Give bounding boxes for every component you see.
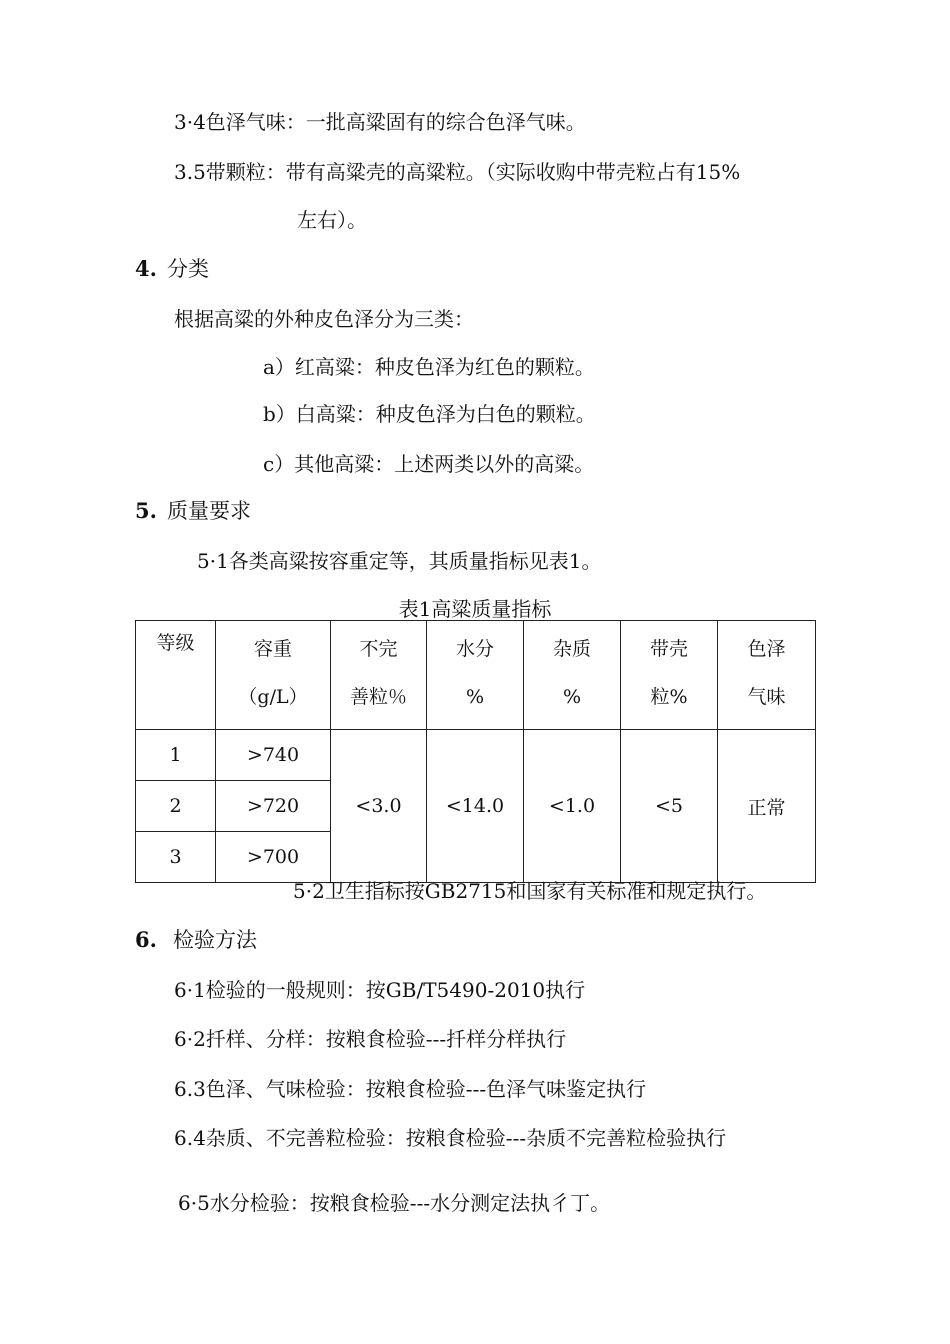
header-imperfect: 不完 善粒％ (331, 621, 427, 730)
classification-item-c: c）其他高粱：上述两类以外的高粱。 (263, 452, 595, 476)
method-item-6-1: 6·1检验的一般规则：按GB/T5490-2010执行 (174, 978, 586, 1002)
section-4-intro: 根据高粱的外种皮色泽分为三类： (174, 307, 474, 331)
quality-table (135, 620, 816, 883)
item-3-5: 3.5带颗粒：带有高粱壳的高粱粒。（实际收购中带壳粒占有15% (174, 160, 741, 184)
section-5-heading (135, 497, 251, 525)
imperfect-cell: <3.0 (331, 730, 427, 883)
grade-cell: 2 (136, 781, 216, 832)
grade-cell: 3 (136, 832, 216, 883)
header-hulled: 带壳 粒% (621, 621, 718, 730)
table-caption: 表1高粱质量指标 (398, 597, 552, 621)
section-5-number: 5. (135, 498, 157, 523)
table-row (136, 730, 816, 781)
item-3-4: 3·4色泽气味：一批高粱固有的综合色泽气味。 (174, 110, 586, 134)
table-header-row (136, 621, 816, 730)
section-4-heading (135, 255, 209, 283)
moisture-cell: <14.0 (427, 730, 524, 883)
section-6-heading (135, 926, 257, 954)
method-item-6-4: 6.4杂质、不完善粒检验：按粮食检验---杂质不完善粒检验执行 (174, 1126, 727, 1150)
header-impurity: 杂质 % (524, 621, 621, 730)
density-cell: >740 (216, 730, 331, 781)
method-item-6-2: 6·2扦样、分样：按粮食检验---扦样分样执行 (174, 1027, 567, 1051)
classification-item-a: a）红高粱：种皮色泽为红色的颗粒。 (263, 355, 595, 379)
section-6-title: 检验方法 (173, 928, 257, 952)
density-cell: >720 (216, 781, 331, 832)
item-3-5-continuation: 左右）。 (297, 208, 367, 232)
header-density: 容重 （g/L） (216, 621, 331, 730)
classification-item-b: b）白高粱：种皮色泽为白色的颗粒。 (263, 402, 596, 426)
method-item-6-5: 6·5水分检验：按粮食检验---水分测定法执彳丁。 (178, 1191, 611, 1215)
method-item-6-3: 6.3色泽、气味检验：按粮食检验---色泽气味鉴定执行 (174, 1077, 647, 1101)
section-4-title: 分类 (167, 257, 209, 281)
header-grade: 等级 (136, 621, 216, 730)
section-5-title: 质量要求 (167, 499, 251, 523)
section-6-number: 6. (135, 927, 157, 952)
grade-cell: 1 (136, 730, 216, 781)
hulled-cell: <5 (621, 730, 718, 883)
item-5-2: 5·2卫生指标按GB2715和国家有关标准和规定执行。 (293, 879, 767, 903)
item-5-1: 5·1各类高粱按容重定等，其质量指标见表1。 (197, 549, 602, 573)
impurity-cell: <1.0 (524, 730, 621, 883)
header-moisture: 水分 % (427, 621, 524, 730)
color-odor-cell: 正常 (718, 730, 816, 883)
density-cell: >700 (216, 832, 331, 883)
section-4-number: 4. (135, 256, 157, 281)
header-color-odor: 色泽 气味 (718, 621, 816, 730)
